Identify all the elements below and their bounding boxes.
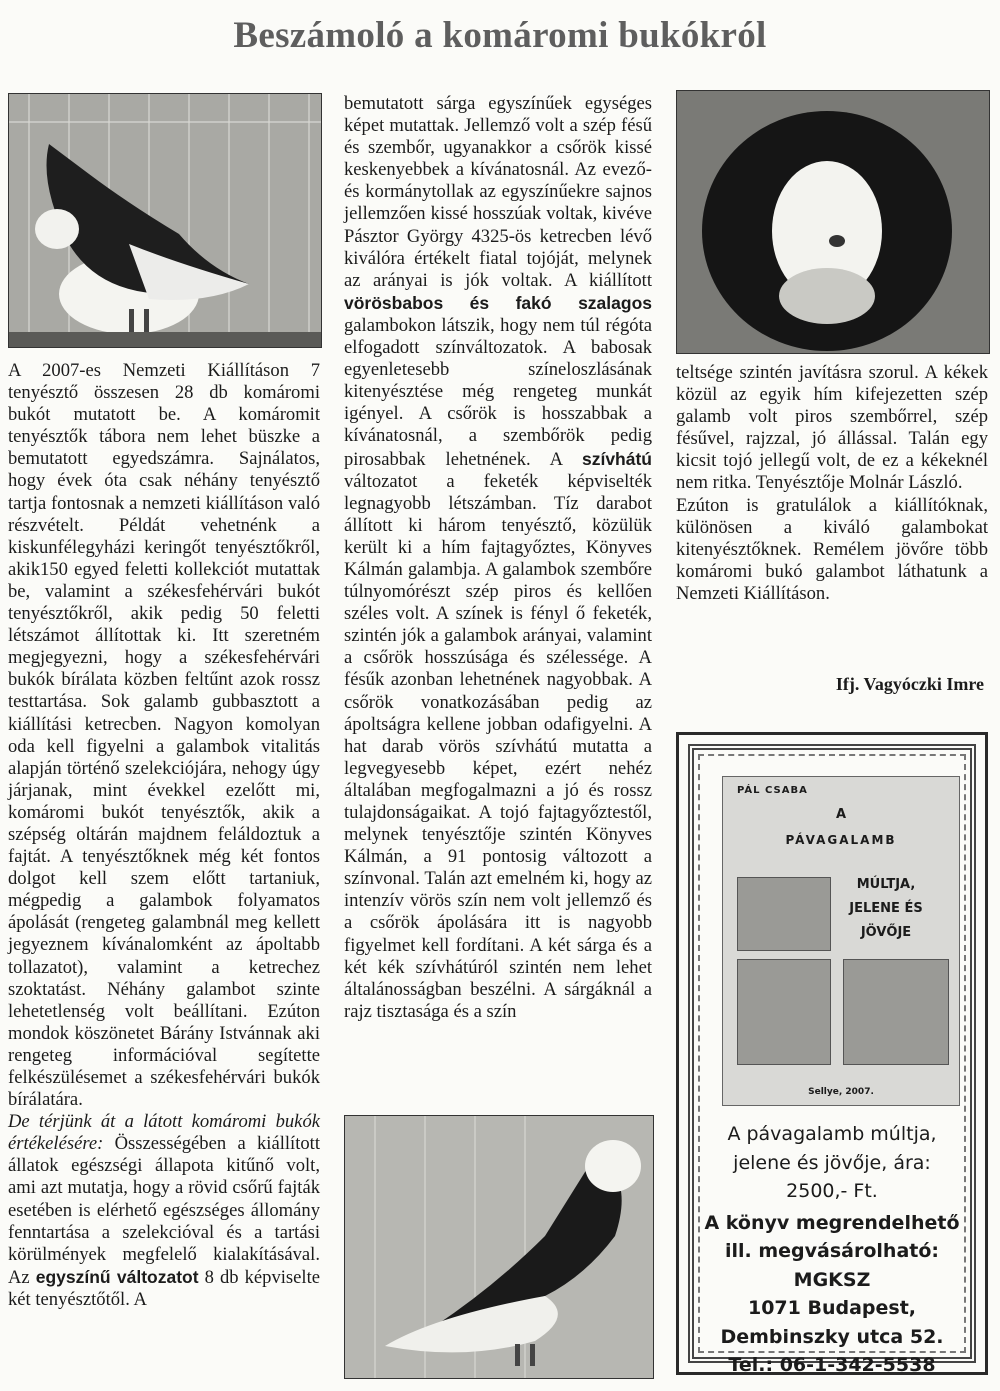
price-line: jelene és jövője, ára: bbox=[733, 1151, 931, 1174]
article-column-2 bbox=[344, 93, 652, 1023]
cover-subtitle bbox=[831, 873, 941, 945]
text: galambokon látszik, hogy nem túl régóta elfogadott színváltozatok. A babosak egyenletesebb színeloszlásának kitenyésztése még rengeteg munkát igényel. A csőrök is hosszabbak a kívánatosnál, a szembőrök pedig pirosabbak lehetnének. A bbox=[344, 314, 652, 470]
cover-subtitle-line: MÚLTJA, bbox=[856, 877, 916, 892]
text: bemutatott sárga egyszínűek egységes képet mutattak. Jellemző volt a szép fésű és szembőr, ugyanakkor a csőrök kissé keskenyebbek a kívánatosnál. Az evező- és kormánytollak az egyszínűekre sajnos jellemzően kissé hosszúak voltak, kivéve Pásztor György 4325-ös ketrecben lévő kiválóra értékelt fiatal tojóját, melynek az arányai is jók voltak. A kiállított bbox=[344, 93, 652, 291]
highlight: egyszínű változatot bbox=[35, 1266, 199, 1287]
pigeon-closeup-image bbox=[677, 91, 989, 353]
order-line: A könyv megrendelhető bbox=[704, 1211, 960, 1234]
cover-footer: Sellye, 2007. bbox=[808, 1087, 874, 1097]
pigeon-photo-3 bbox=[344, 1115, 654, 1379]
paragraph bbox=[8, 1111, 320, 1311]
ad-text bbox=[694, 1120, 970, 1380]
text: 8 db képviselte két tenyésztőtől. A bbox=[8, 1266, 320, 1310]
cover-image-3 bbox=[843, 959, 949, 1065]
paragraph: A 2007-es Nemzeti Kiállításon 7 tenyésztő összesen 28 db komáromi bukót mutatott be. A komáromit tenyésztők tábora nem lehet büszke a bemutatott egyedszámra. Sajnálatos, hogy évek óta csak néhány tenyésztő tartja fontosnak a nemzeti kiállításon való részvételt. Példát vehetnénk a kiskunfélegyházi keringőt tenyésztőkről, akik150 egyed feletti kollekciót mutattak be, valamint a székesfehérvári bukót tenyésztőkről, akik pedig 50 feletti létszámot állítottak ki. Itt szeretném megjegyezni, hogy a székesfehérvári bukók bírálata közben feltűnt azok rossz testtartása. Sok galamb gubbasztott a kiállítási ketrecben. Nagyon komolyan oda kell figyelni a galambok vitalitás alapján történő szelekciójára, nehogy úgy járjanak, mint évekkel ezelőtt mi, komáromi bukót tenyésztők, akik a szépség oltárán majdnem feláldoztuk a fajtát. A tenyésztőknek még két fontos dolgot kell szem előtt tartaniuk, mégpedig a galambok folyamatos ápolását (rengeteg galambnál meg kellett jegyeznem kívánalomként az ápoltabb tollazatot), valamint a ketrechez szoktatást. Néhány galambot szinte lehetetlenség volt beállítani. Ezúton mondok köszönetet Bárány Istvánnak aki rengeteg információval segítette felkészülésemet a székesfehérvári bukók bírálatára. bbox=[8, 360, 320, 1111]
cover-author: PÁL CSABA bbox=[737, 785, 808, 796]
price-line: A pávagalamb múltja, bbox=[727, 1123, 937, 1145]
order-line: MGKSZ bbox=[793, 1268, 871, 1291]
paragraph: teltsége szintén javításra szorul. A kékek közül az egyik hím kifejezetten szép galamb volt piros szembőrrel, szép fésűvel, rajzzal, jó állással. Talán egy kicsit tojó jellegű volt, de ez a kékeknél nem ritka. Tenyésztője Molnár László. bbox=[676, 362, 988, 494]
pigeon-in-cage-image bbox=[9, 94, 321, 347]
pigeon-photo-2 bbox=[676, 90, 990, 354]
book-advertisement bbox=[676, 732, 988, 1375]
pigeon-photo-1 bbox=[8, 93, 322, 348]
order-line: Tel.: 06-1-342-5538 bbox=[728, 1354, 936, 1376]
text: változatot a feketék képviselték legnagyobb létszámban. Tíz darabot állított ki három tenyésztő, közülük került ki a hím fajtagyőztes, Könyves Kálmán galambja. A galambok szembőre túlnyomórészt szép piros és kellően széles volt. A színek is fényl ő feketék, szintén jók a galambok arányai, valamint a csőrök hosszúsága és szélessége. A fésűk azonban lehetnének nagyobbak. A csőrök vonatkozásában pedig az ápoltságra kellene jobban odafigyelni. A hat darab vörös szívhátú mutatta a legvegyesebb képet, ezért nehéz általában megfogalmazni a jó és rossz tulajdonságaikat. A tojó fajtagyőztestől, melynek tenyésztője szintén Könyves Kálmán, a 91 pontosig változott a színvonal. Talán azt emelném ki, hogy az intenzív vörös szín nem volt jellemző és a csőrök ápolására itt is nagyobb figyelmet kell fordítani. A két sárga és a két kék szívhátúról szintén nem lehet általánosságban beszélni. A sárgáknál a rajz tisztasága és a szín bbox=[344, 470, 652, 1022]
cover-subtitle-line: JÖVŐJE bbox=[860, 925, 912, 940]
article-title: Beszámoló a komáromi bukókról bbox=[233, 15, 767, 56]
highlight: szívhátú bbox=[581, 448, 652, 469]
italic-lead: De térjünk át a látott komáromi bukók értékelésére: bbox=[8, 1111, 320, 1155]
highlight: vörösbabos és fakó szalagos bbox=[344, 292, 652, 313]
article-column-1 bbox=[8, 360, 320, 1311]
cover-image-1 bbox=[737, 877, 831, 951]
cover-title: PÁVAGALAMB bbox=[785, 833, 897, 847]
paragraph: Ezúton is gratulálok a kiállítóknak, különösen a kiváló galambokat kitenyésztőknek. Remélem jövőre több komáromi bukó galambot láthatunk a Nemzeti Kiállításon. bbox=[676, 494, 988, 604]
author-signature: Ifj. Vagyóczki Imre bbox=[835, 674, 984, 694]
article-column-3 bbox=[676, 362, 988, 605]
cover-article: A bbox=[835, 807, 847, 822]
order-line: 1071 Budapest, bbox=[747, 1297, 917, 1319]
pigeon-standing-image bbox=[345, 1116, 653, 1378]
price-line: 2500,- Ft. bbox=[786, 1180, 878, 1202]
order-line: ill. megvásárolható: bbox=[724, 1240, 939, 1262]
paragraph bbox=[344, 93, 652, 1023]
ad-border bbox=[688, 744, 976, 1376]
order-line: Dembinszky utca 52. bbox=[720, 1325, 944, 1348]
book-cover bbox=[722, 776, 960, 1106]
cover-image-2 bbox=[737, 959, 831, 1065]
text: Összességében a kiállított állatok egészségi állapota kitűnő volt, ami azt mutatja, hogy a rövid csőrű fajták esetében is elérhető egészséges állomány fenntartása a szelekcióval és a tartási körülmények megfelelő kialakításával. Az bbox=[8, 1133, 320, 1288]
cover-subtitle-line: JELENE ÉS bbox=[849, 901, 923, 916]
